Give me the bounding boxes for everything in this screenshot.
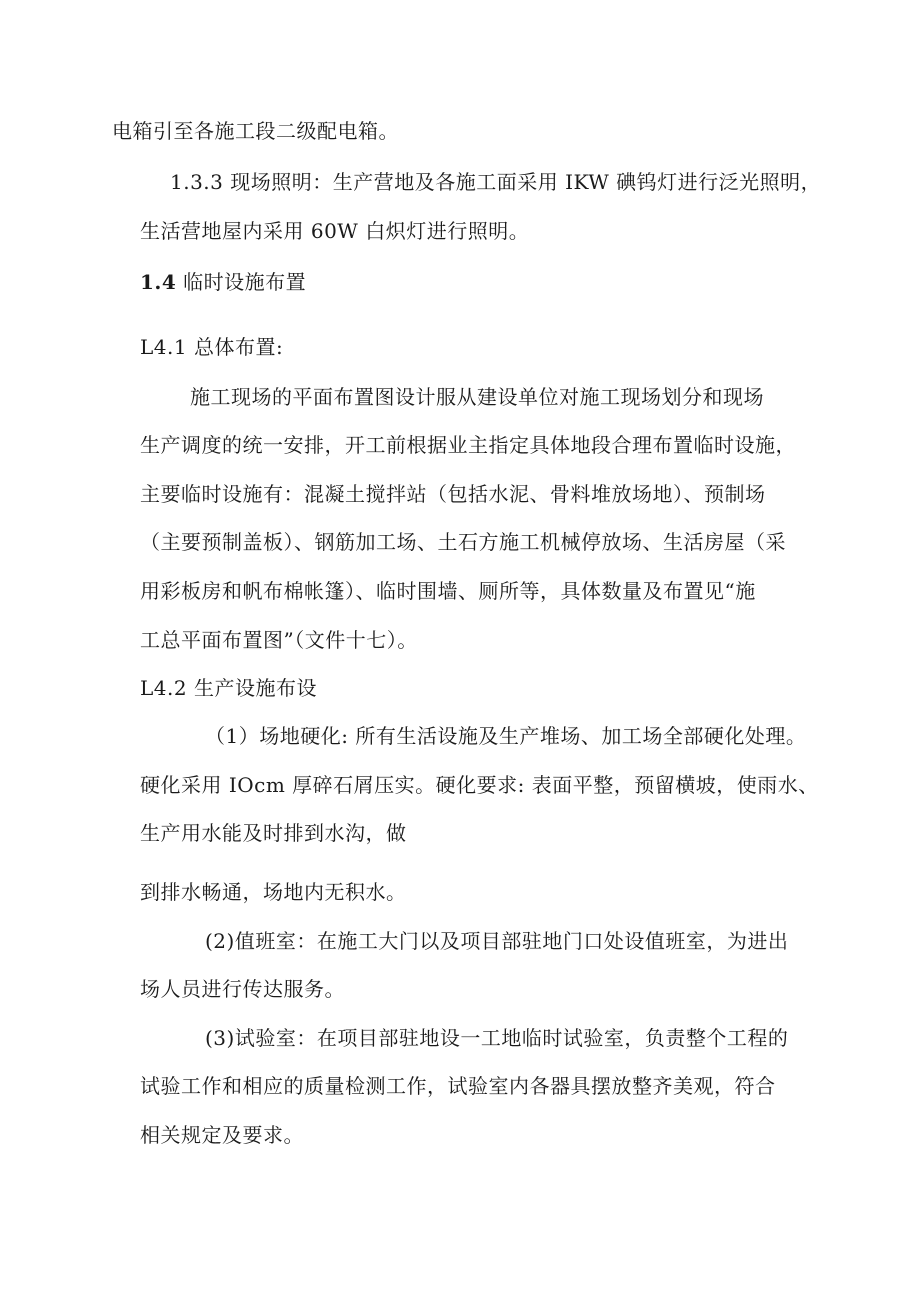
paragraph-line: 生产调度的统一安排，开工前根据业主指定具体地段合理布置临时设施， — [140, 433, 796, 457]
heading-title: 临时设施布置 — [183, 270, 307, 294]
paragraph-line: 硬化采用 IOcm 厚碎石屑压实。硬化要求: 表面平整，预留横坡，使雨水、 — [140, 773, 819, 797]
paragraph-line: 工总平面布置图”（文件十七）。 — [140, 628, 418, 652]
section-1-3-3-line: 1.3.3 现场照明：生产营地及各施工面采用 IKW 碘钨灯进行泛光照明， — [170, 170, 822, 194]
paragraph-line: (2)值班室：在施工大门以及项目部驻地门口处设值班室，为进出 — [205, 929, 789, 953]
heading-number: 1.4 — [140, 270, 177, 294]
paragraph-line: （主要预制盖板）、钢筋加工场、土石方施工机械停放场、生活房屋（采 — [140, 530, 786, 554]
paragraph-line: （1）场地硬化: 所有生活设施及生产堆场、加工场全部硬化处理。 — [205, 724, 807, 748]
paragraph-line: 主要临时设施有：混凝土搅拌站（包括水泥、骨料堆放场地）、预制场 — [140, 482, 766, 506]
subsection-heading-4-1: L4.1 总体布置: — [140, 335, 284, 359]
paragraph-line: 用彩板房和帆布棉帐篷）、临时围墙、厕所等，具体数量及布置见“施 — [140, 579, 756, 603]
paragraph-line: 到排水畅通，场地内无积水。 — [140, 880, 407, 904]
section-heading-1-4 — [140, 268, 306, 296]
paragraph-line: 生产用水能及时排到水沟，做 — [140, 821, 407, 845]
paragraph-line: 电箱引至各施工段二级配电箱。 — [112, 119, 399, 143]
paragraph-line: 生活营地屋内采用 60W 白炽灯进行照明。 — [140, 219, 530, 243]
paragraph-line: 施工现场的平面布置图设计服从建设单位对施工现场划分和现场 — [190, 385, 764, 409]
paragraph-line: 场人员进行传达服务。 — [140, 977, 345, 1001]
paragraph-line: 试验工作和相应的质量检测工作，试验室内各器具摆放整齐美观，符合 — [140, 1074, 776, 1098]
paragraph-line: 相关规定及要求。 — [140, 1123, 304, 1147]
subsection-heading-4-2: L4.2 生产设施布设 — [140, 676, 317, 700]
paragraph-line: (3)试验室：在项目部驻地设一工地临时试验室，负责整个工程的 — [205, 1026, 789, 1050]
